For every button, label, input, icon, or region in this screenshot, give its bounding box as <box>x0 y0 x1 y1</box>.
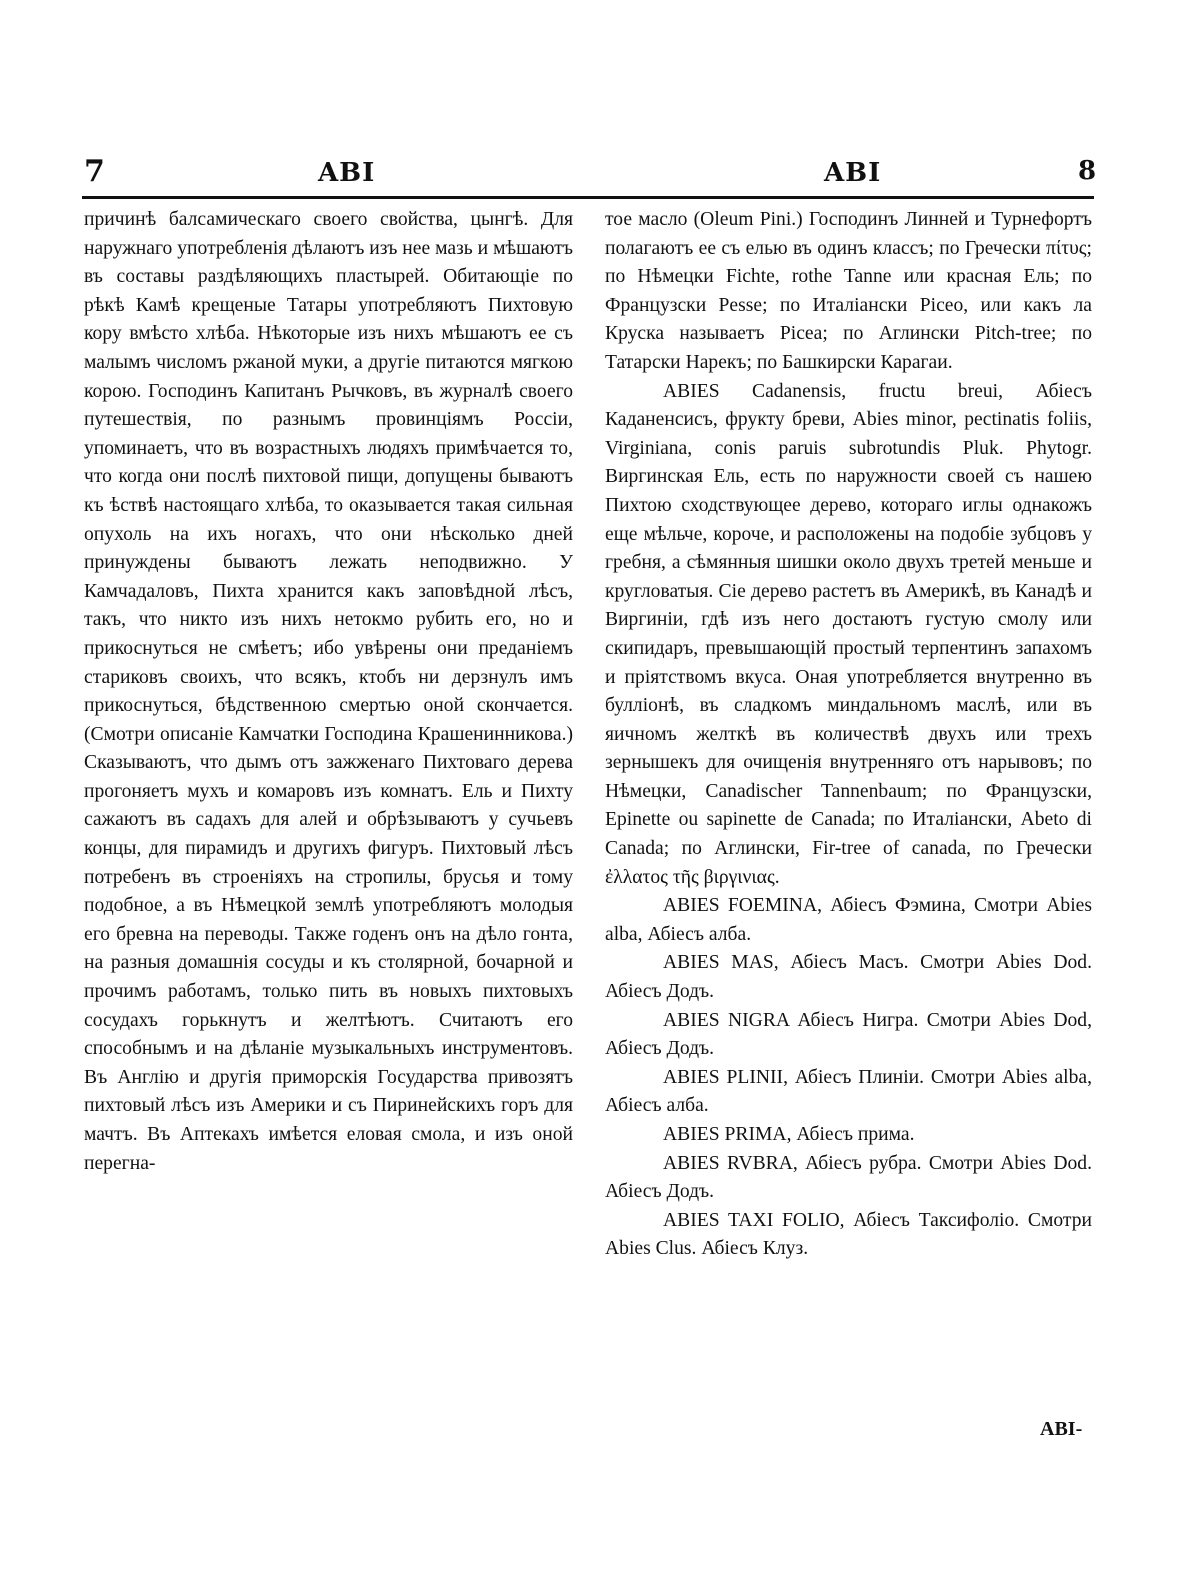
header-rule <box>82 196 1094 199</box>
running-head-right: ABI <box>824 158 882 188</box>
entry-abies-nigra: ABIES NIGRA Абіесъ Нигра. Смотри Abies Dod, Абіесъ Додъ. <box>605 1009 1092 1060</box>
entry-abies-taxi-folio: ABIES TAXI FOLIO, Абіесъ Таксифоліо. Смотри Abies Clus. Абіесъ Клуз. <box>605 1209 1092 1260</box>
page-number-left: 7 <box>84 154 105 189</box>
left-column <box>84 206 573 1178</box>
catchword: ABI- <box>1040 1418 1083 1440</box>
left-column-text: причинѣ балсамическаго своего свойства, цынгѣ. Для наружнаго употребленія дѣлаютъ изъ нее мазь и мѣшаютъ въ составы раздѣляющихъ пластырей. Обитающіе по рѣкѣ Камѣ крещеные Татары употребляютъ Пихтовую кору вмѣсто хлѣба. Нѣкоторые изъ нихъ мѣшаютъ ее съ малымъ числомъ ржаной муки, а другіе питаются мягкою корою. Господинъ Капитанъ Рычковъ, въ журналѣ своего путешествія, по разнымъ провинціямъ Россіи, упоминаетъ, что въ возрастныхъ людяхъ примѣчается то, что когда они послѣ пихтовой пищи, допущены бываютъ къ ѣствѣ настоящаго хлѣба, то оказывается такая сильная опухоль на ихъ ногахъ, что они нѣсколько дней принуждены бываютъ лежать неподвижно. У Камчадаловъ, Пихта хранится какъ заповѣдной лѣсъ, такъ, что никто изъ нихъ нетокмо рубить его, но и прикоснуться не смѣетъ; ибо увѣрены они преданіемъ стариковъ своихъ, что всякъ, ктобъ ни дерзнулъ имъ прикоснуться, бѣдственною смертью оной скончается. (Смотри описаніе Камчатки Господина Крашенинникова.) Сказываютъ, что дымъ отъ зажженаго Пихтоваго дерева прогоняетъ мухъ и комаровъ изъ комнатъ. Ель и Пихту сажаютъ въ садахъ для алей и обрѣзываютъ у сучьевъ концы, для пирамидъ и другихъ фигуръ. Пихтовый лѣсъ потребенъ въ строеніяхъ на стропилы, брусья и тому подобное, а въ Нѣмецкой землѣ употребляютъ молодыя его бревна на переводы. Также годенъ онъ на дѣло гонта, на разныя домашнія сосуды и къ столярной, бочарной и прочимъ работамъ, только пить въ новыхъ пихтовыхъ сосудахъ горькнутъ и желтѣютъ. Считаютъ его способнымъ и на дѣланіе музыкальныхъ инструментовъ. Въ Англію и другія приморскія Государства привозятъ пихтовый лѣсъ изъ Америки и съ Пиринейскихъ горъ для мачтъ. Въ Аптекахъ имѣется еловая смола, и изъ оной перегна- <box>84 209 573 1174</box>
running-header <box>0 150 1191 194</box>
continuation-text: тое масло (Oleum Pini.) Господинъ Линней и Турнефортъ полагаютъ ее съ елью въ одинъ классъ; по Гречески πίτυς; по Нѣмецки Fichte, rothe Tanne или красная Ель; по Французски Pesse; по Италіански Piceo, или какъ ла Круска называетъ Picea; по Аглински Pitch-tree; по Татарски Нарекъ; по Башкирски Карагаи. <box>605 209 1092 373</box>
entry-abies-plinii: ABIES PLINII, Абіесъ Плиніи. Смотри Abies alba, Абіесъ алба. <box>605 1066 1092 1117</box>
entry-abies-rubra: ABIES RVBRA, Абіесъ рубра. Смотри Abies Dod. Абіесъ Додъ. <box>605 1152 1092 1203</box>
right-column <box>605 206 1092 1264</box>
entry-abies-mas: ABIES MAS, Абіесъ Масъ. Смотри Abies Dod. Абіесъ Додъ. <box>605 952 1092 1003</box>
page-number-right: 8 <box>1078 156 1097 186</box>
running-head-left: ABI <box>318 158 376 188</box>
entry-abies-cadanensis: ABIES Cadanensis, fructu breui, Абіесъ Каданенсисъ, фрукту бреви, Abies minor, pectinatis foliis, Virginiana, conis paruis subrotundis Pluk. Phytogr. Виргинская Ель, есть по наружности своей съ нашею Пихтою сходствующее дерево, котораго иглы однакожъ еще мѣльче, короче, и расположены на подобіе зубцовъ у гребня, а сѣмянныя шишки около двухъ третей меньше и кругловатыя. Сіе дерево растетъ въ Америкѣ, въ Канадѣ и Виргиніи, гдѣ изъ него достаютъ густую смолу или скипидаръ, превышающій простый терпентинъ запахомъ и пріятствомъ вкуса. Оная употребляется внутренно въ булліонѣ, въ сладкомъ миндальномъ маслѣ, или въ яичномъ желткѣ въ количествѣ двухъ или трехъ зернышекъ для очищенія внутренняго отъ нарывовъ; по Нѣмецки, Canadischer Tannenbaum; по Французски, Epinette ou sapinette de Canada; по Италіански, Abeto di Canada; по Аглински, Fir-tree of canada, по Гречески ἐλλατος τῆς βιργινιας. <box>605 380 1092 888</box>
entry-abies-prima: ABIES PRIMA, Абіесъ прима. <box>663 1124 915 1145</box>
entry-abies-foemina: ABIES FOEMINA, Абіесъ Фэмина, Смотри Abies alba, Абіесъ алба. <box>605 895 1092 945</box>
